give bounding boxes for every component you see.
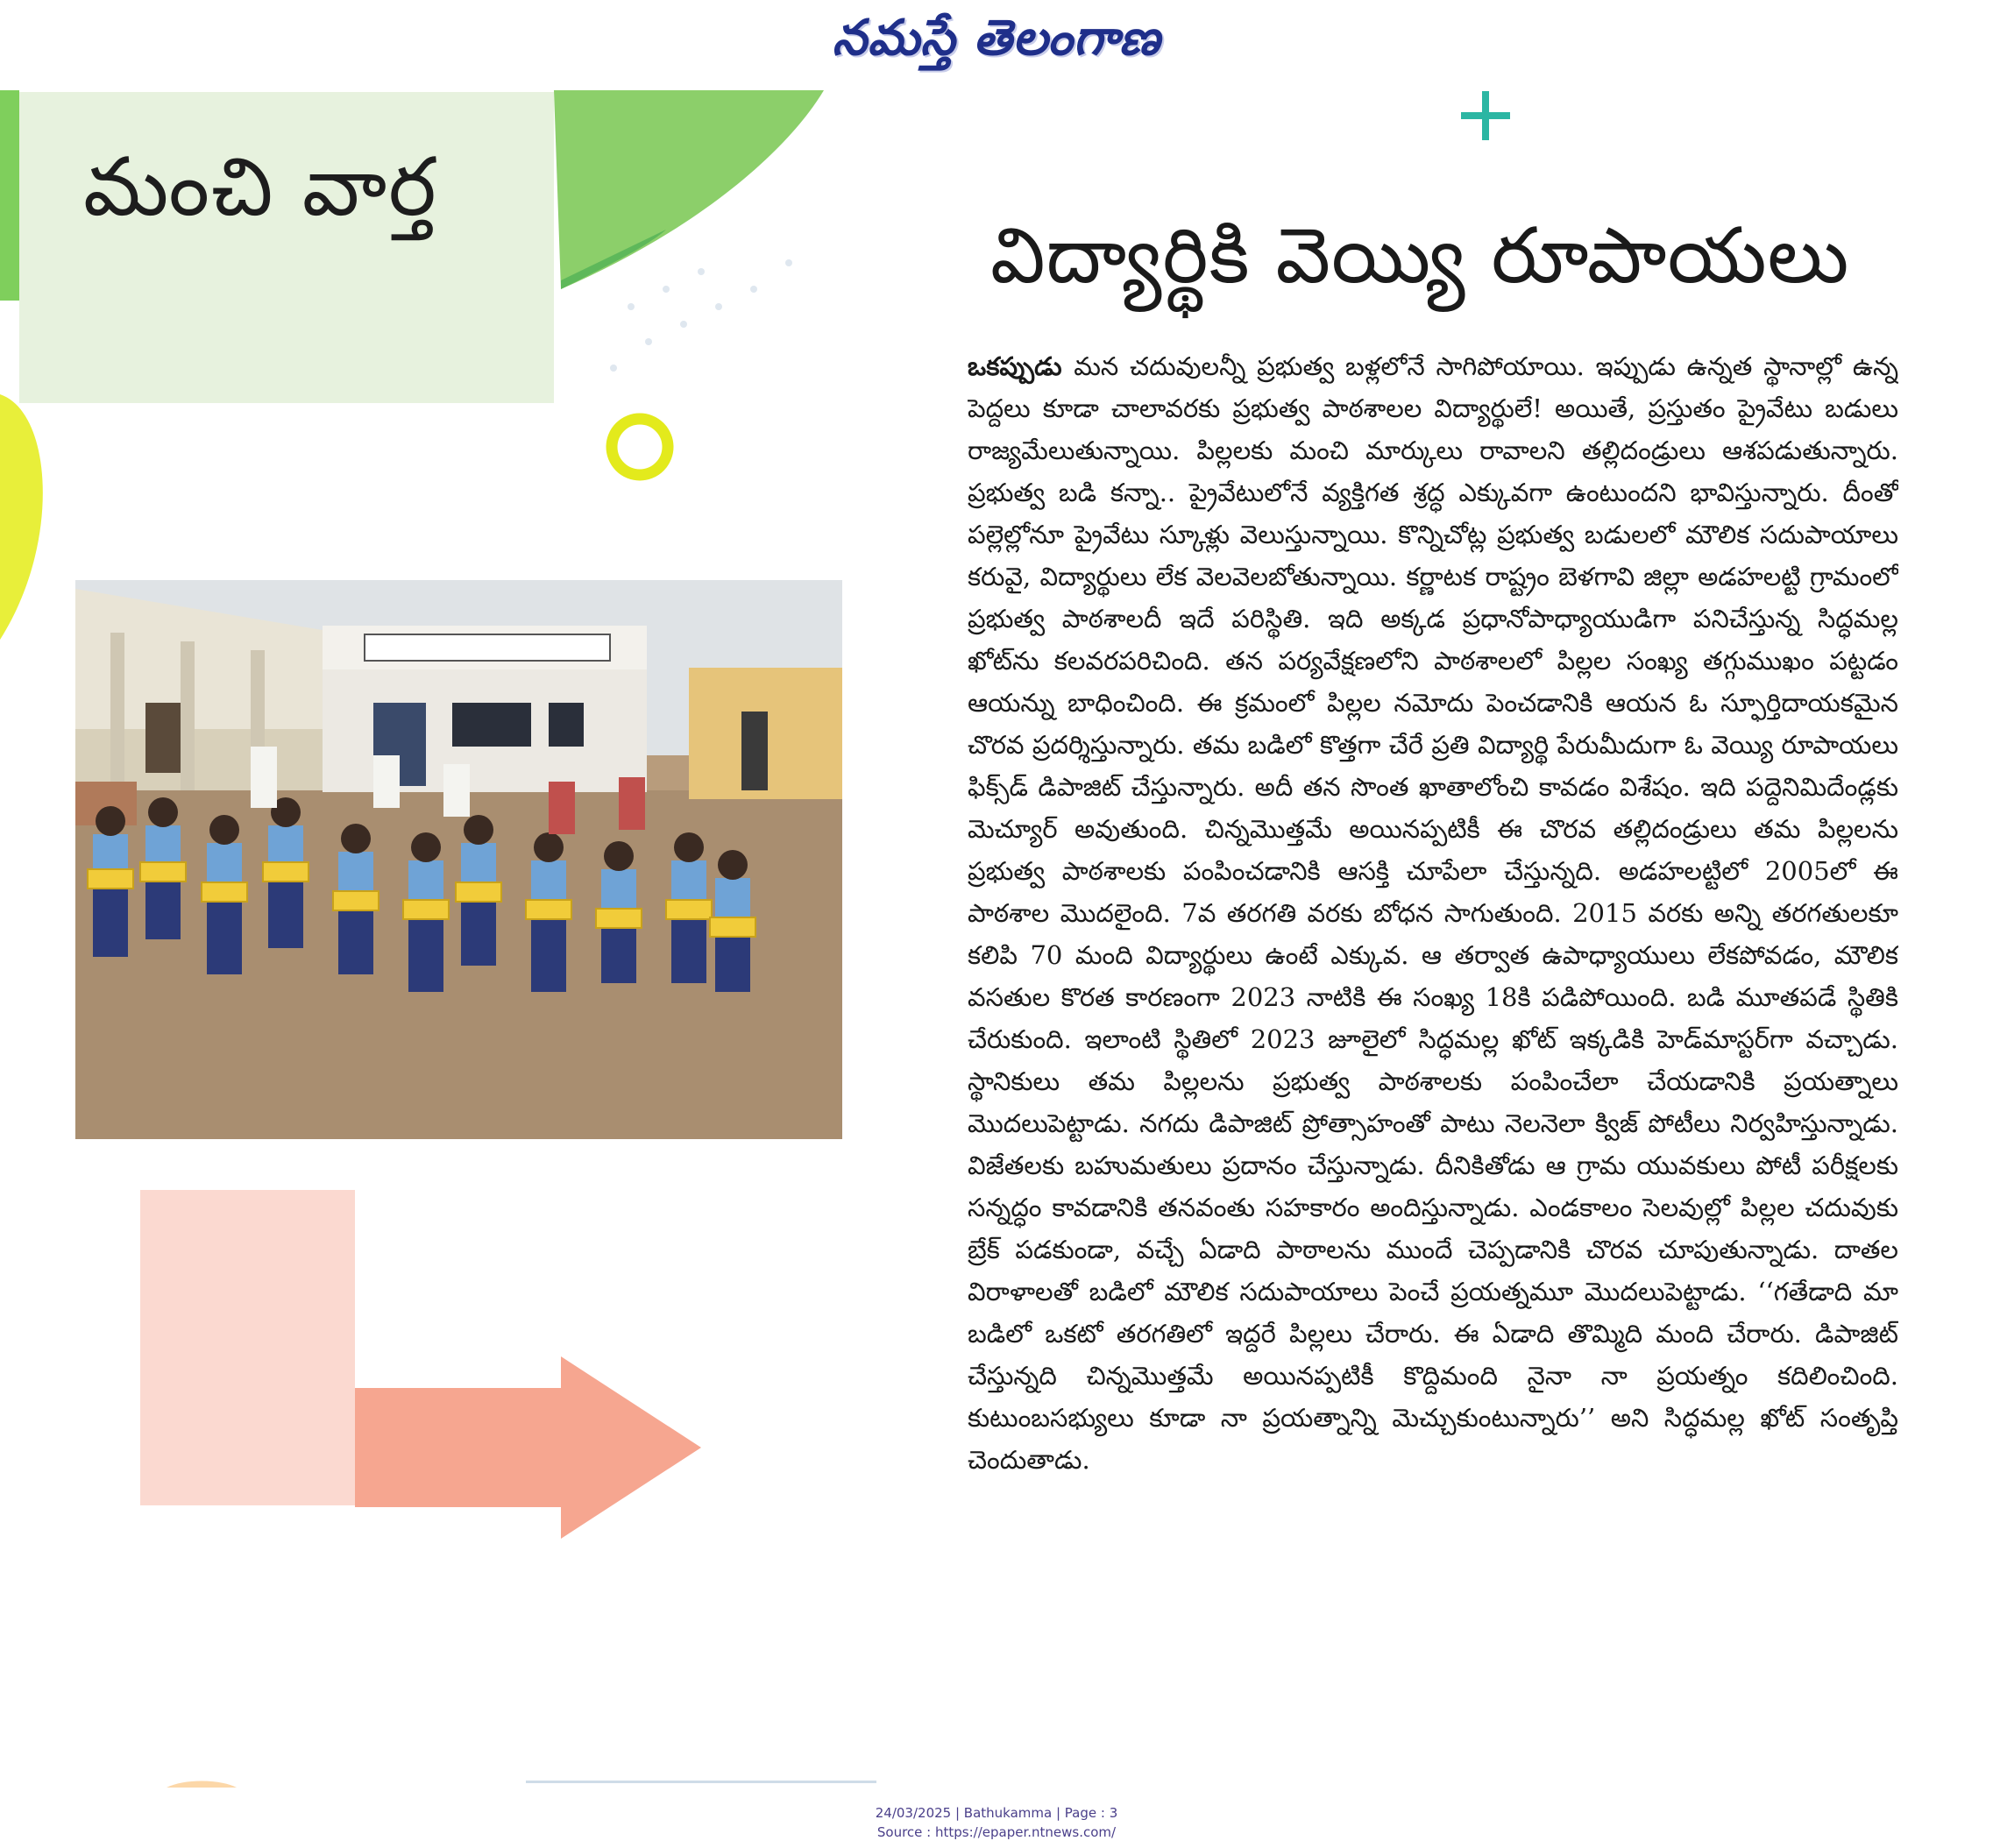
page-footer [0, 1803, 1993, 1842]
article-lead-word: ఒకప్పుడు [968, 351, 1075, 381]
green-side-strip [0, 90, 19, 301]
dot-pattern [610, 259, 792, 372]
article-body [968, 345, 1898, 1765]
footer-source-line: Source : https://epaper.ntnews.com/ [876, 1824, 1117, 1840]
footer-date-line: 24/03/2025 | Bathukamma | Page : 3 [875, 1805, 1118, 1821]
teal-plus [1461, 91, 1510, 140]
bottom-orange-arc [167, 1781, 237, 1788]
arrow-light-block [140, 1190, 355, 1505]
yellow-crescent [0, 394, 43, 640]
arrow-shape [355, 1356, 701, 1539]
masthead-title: నమస్తే తెలంగాణ [832, 9, 1161, 67]
section-label: మంచి వార్త [83, 140, 438, 234]
school-children-photo [75, 580, 842, 1139]
bottom-divider [526, 1781, 876, 1783]
article-text: మన చదువులన్నీ ప్రభుత్వ బళ్లలోనే సాగిపోయాయి. ఇప్పుడు ఉన్నత స్థానాల్లో ఉన్న పెద్దలు కూడా చాలావరకు ప్రభుత్వ పాఠశాలల విద్యార్థులే! అయితే, ప్రస్తుతం ప్రైవేటు బడులు రాజ్యమేలుతున్నాయి. పిల్లలకు మంచి మార్కులు రావాలని తల్లిదండ్రులు ఆశపడుతున్నారు. ప్రభుత్వ బడి కన్నా.. ప్రైవేటులోనే వ్యక్తిగత శ్రద్ధ ఎక్కువగా ఉంటుందని భావిస్తున్నారు. దీంతో పల్లెల్లోనూ ప్రైవేటు స్కూళ్లు వెలుస్తున్నాయి. కొన్నిచోట్ల ప్రభుత్వ బడులలో మౌలిక సదుపాయాలు కరువై, విద్యార్థులు లేక వెలవెలబోతున్నాయి. కర్ణాటక రాష్ట్రం బెళగావి జిల్లా అడహలట్టి గ్రామంలో ప్రభుత్వ పాఠశాలదీ ఇదే పరిస్థితి. ఇది అక్కడ ప్రధానోపాధ్యాయుడిగా పనిచేస్తున్న సిద్ధమల్ల ఖోట్‌ను కలవరపరిచింది. తన పర్యవేక్షణలోని పాఠశాలలో పిల్లల సంఖ్య తగ్గుముఖం పట్టడం ఆయన్ను బాధించింది. ఈ క్రమంలో పిల్లల నమోదు పెంచడానికి ఆయన ఓ స్ఫూర్తిదాయకమైన చొరవ ప్రదర్శిస్తున్నారు. తమ బడిలో కొత్తగా చేరే ప్రతి విద్యార్థి పేరుమీదుగా ఓ వెయ్యి రూపాయలు ఫిక్స్‌డ్ డిపాజిట్ చేస్తున్నారు. అదీ తన సొంత ఖాతాలోంచి కావడం విశేషం. ఇది పద్దెనిమిదేండ్లకు మెచ్యూర్ అవుతుంది. చిన్నమొత్తమే అయినప్పటికీ ఈ చొరవ తల్లిదండ్రులు తమ పిల్లలను ప్రభుత్వ పాఠశాలకు పంపించడానికి ఆసక్తి చూపేలా చేస్తున్నది. అడహలట్టిలో 2005లో ఈ పాఠశాల మొదలైంది. 7వ తరగతి వరకు బోధన సాగుతుంది. 2015 వరకు అన్ని తరగతులకూ కలిపి 70 మంది విద్యార్థులు ఉంటే ఎక్కువ. ఆ తర్వాత ఉపాధ్యాయులు లేకపోవడం, మౌలిక వసతుల కొరత కారణంగా 2023 నాటికి ఈ సంఖ్య 18కి పడిపోయింది. బడి మూతపడే స్థితికి చేరుకుంది. ఇలాంటి స్థితిలో 2023 జూలైలో సిద్ధమల్ల ఖోట్ ఇక్కడికి హెడ్‌మాస్టర్‌గా వచ్చాడు. స్థానికులు తమ పిల్లలను ప్రభుత్వ పాఠశాలకు పంపించేలా చేయడానికి ప్రయత్నాలు మొదలుపెట్టాడు. నగదు డిపాజిట్ ప్రోత్సాహంతో పాటు నెలనెలా క్విజ్ పోటీలు నిర్వహిస్తున్నాడు. విజేతలకు బహుమతులు ప్రదానం చేస్తున్నాడు. దీనికితోడు ఆ గ్రామ యువకులు పోటీ పరీక్షలకు సన్నద్ధం కావడానికి తనవంతు సహకారం అందిస్తున్నాడు. ఎండకాలం సెలవుల్లో పిల్లల చదువుకు బ్రేక్ పడకుండా, వచ్చే ఏడాది పాఠాలను ముందే చెప్పడానికి చొరవ చూపుతున్నాడు. దాతల విరాళాలతో బడిలో మౌలిక సదుపాయాలు పెంచే ప్రయత్నమూ మొదలుపెట్టాడు. ‘‘గతేడాది మా బడిలో ఒకటో తరగతిలో ఇద్దరే పిల్లలు చేరారు. ఈ ఏడాది తొమ్మిది మంది చేరారు. డిపాజిట్ చేస్తున్నది చిన్నమొత్తమే అయినప్పటికీ కొద్దిమంది నైనా నా ప్రయత్నం కదిలించింది. కుటుంబసభ్యులు కూడా నా ప్రయత్నాన్ని మెచ్చుకుంటున్నారు’’ అని సిద్ధమల్ల ఖోట్ సంతృప్తి చెందుతాడు. [968, 351, 1898, 1475]
yellow-ring [612, 419, 668, 475]
article-headline: విద్యార్థికి వెయ్యి రూపాయలు [990, 210, 1850, 301]
green-blob [554, 90, 824, 289]
